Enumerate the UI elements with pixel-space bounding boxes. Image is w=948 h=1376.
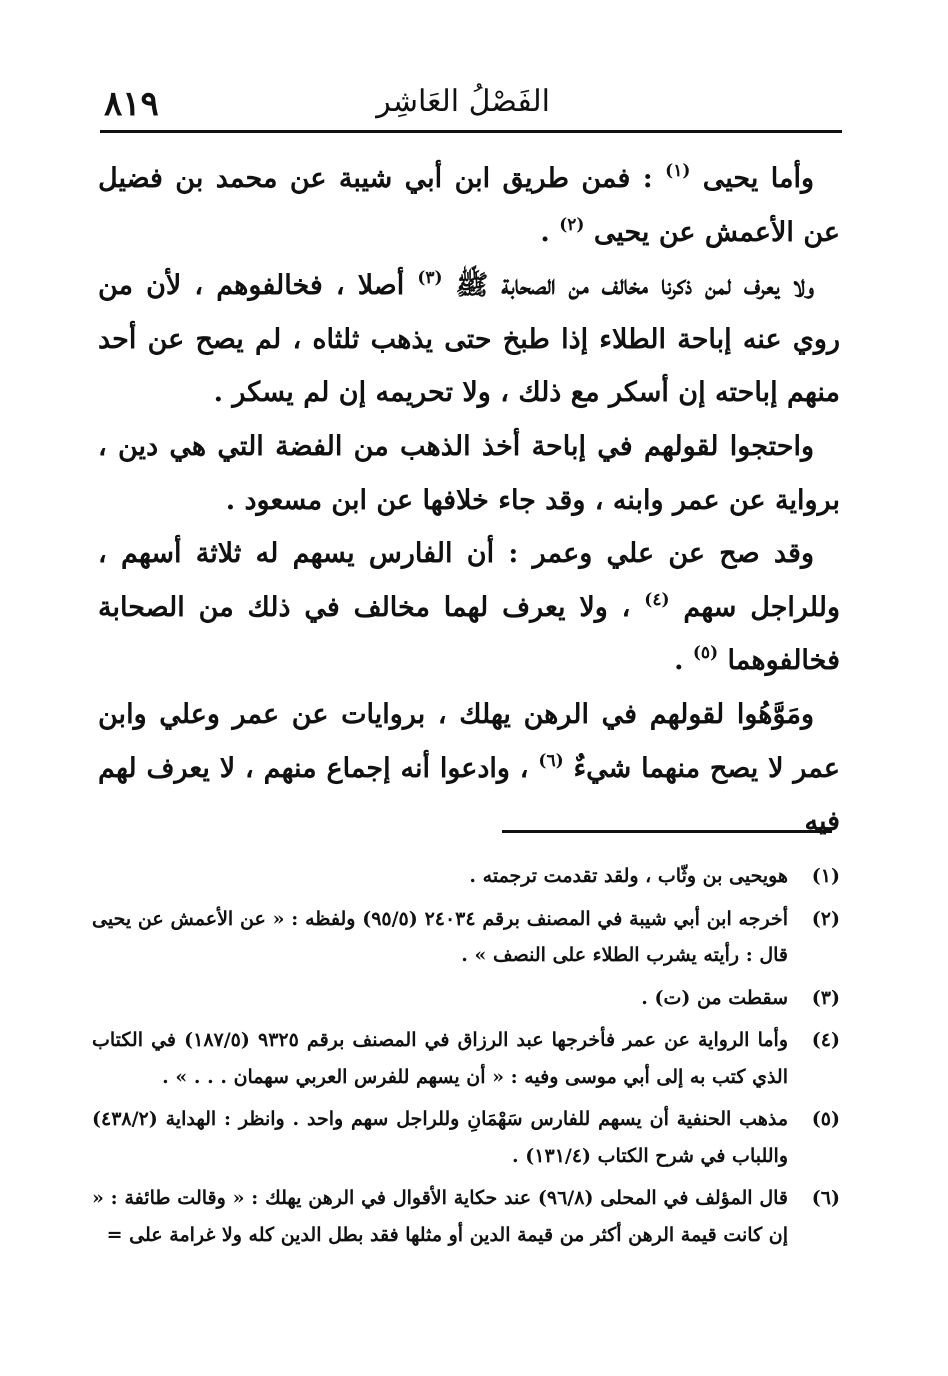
page-number: ٨١٩ — [104, 84, 159, 124]
main-text — [98, 152, 840, 849]
footnote-1 — [92, 858, 840, 895]
footnote-number: (٦) — [811, 1187, 840, 1209]
paragraph-2 — [98, 259, 840, 420]
text-run: . — [540, 216, 550, 248]
running-title: الفَصْلُ العَاشِر — [376, 84, 550, 119]
footnote-text: وأما الرواية عن عمر فأخرجها عبد الرزاق في المصنف برقم ٩٣٢٥ (١٨٧/٥) في الكتاب الذي كتب به إلى أبي موسى وفيه : « أن يسهم للفرس العربي سهمان . . . » . — [92, 1029, 788, 1088]
text-run: ومَوَّهُوا لقولهم في الرهن يهلك ، بروايات عن عمر وعلي وابن عمر لا يصح منهما شيءٌ — [98, 698, 840, 784]
text-run: واحتجوا لقولهم في إباحة أخذ الذهب من الفضة التي هي دين ، برواية عن عمر وابنه ، وقد جاء خلافها عن ابن مسعود . — [98, 430, 840, 516]
footnote-text: هويحيى بن وثّاب ، ولقد تقدمت ترجمته . — [469, 865, 788, 887]
footnote-number: (٤) — [811, 1029, 840, 1051]
text-run: أصلا ، فخالفوهم ، لأن من روي عنه إباحة الطلاء إذا طبخ حتى يذهب ثلثاه ، لم يصح عن أحد منهم إباحته إن أسكر مع ذلك ، ولا تحريمه إن لم يسكر . — [98, 270, 840, 409]
footnote-number: (٥) — [811, 1108, 840, 1130]
footnotes — [92, 858, 840, 1259]
text-run: وأما يحيى — [702, 163, 814, 194]
paragraph-1 — [98, 152, 840, 259]
footnote-text: أخرجه ابن أبي شيبة في المصنف برقم ٢٤٠٣٤ (٩٥/٥) ولفظه : « عن الأعمش عن يحيى قال : رأيته يشرب الطلاء على النصف » . — [92, 907, 788, 966]
paragraph-5 — [98, 688, 840, 849]
footnote-ref-3[interactable]: (٣) — [417, 268, 443, 289]
footnote-ref-4[interactable]: (٤) — [644, 589, 670, 610]
footnote-ref-2[interactable]: (٢) — [559, 214, 585, 235]
text-run: . — [674, 645, 684, 677]
footnote-separator — [502, 830, 832, 833]
footnote-text: قال المؤلف في المحلى (٩٦/٨) عند حكاية الأقوال في الرهن يهلك : « وقالت طائفة : « إن كانت قيمة الرهن أكثر من قيمة الدين أو مثلها فقد بطل الدين كله ولا غرامة على = — [92, 1187, 789, 1246]
text-run: ، وادعوا أنه إجماع منهم ، لا يعرف لهم فيه — [98, 752, 840, 838]
footnote-4 — [92, 1022, 840, 1095]
footnote-ref-5[interactable]: (٥) — [692, 643, 719, 664]
paragraph-4 — [98, 527, 840, 688]
footnote-number: (١) — [811, 865, 840, 887]
footnote-text: مذهب الحنفية أن يسهم للفارس سَهْمَانِ وللراجل سهم واحد . وانظر : الهداية (٤٣٨/٢) واللباب في شرح الكتاب (١٣١/٤) . — [92, 1108, 788, 1167]
header-rule — [100, 130, 842, 133]
text-run: ، ولا يعرف لهما مخالف في ذلك من الصحابة فخالفوهما — [98, 591, 840, 677]
paragraph-3 — [98, 420, 840, 527]
text-run: ولا يعرف لمن ذكرنا مخالف من الصحابة ﷺ — [455, 270, 815, 302]
footnote-5 — [92, 1101, 840, 1174]
footnote-number: (٢) — [811, 907, 840, 930]
footnote-ref-6[interactable]: (٦) — [538, 750, 564, 771]
footnote-2 — [92, 901, 840, 974]
page-header — [100, 80, 840, 128]
text-run: وقد صح عن علي وعمر : أن الفارس يسهم له ثلاثة أسهم ، وللراجل سهم — [98, 538, 840, 623]
footnote-text: سقطت من (ت) . — [641, 986, 788, 1009]
footnote-3 — [92, 980, 840, 1017]
footnote-number: (٣) — [811, 986, 840, 1009]
footnote-ref-1[interactable]: (١) — [665, 161, 691, 181]
footnote-6 — [92, 1180, 840, 1253]
text-run: : فمن طريق ابن أبي شيبة عن محمد بن فضيل عن الأعمش عن يحيى — [98, 163, 840, 248]
